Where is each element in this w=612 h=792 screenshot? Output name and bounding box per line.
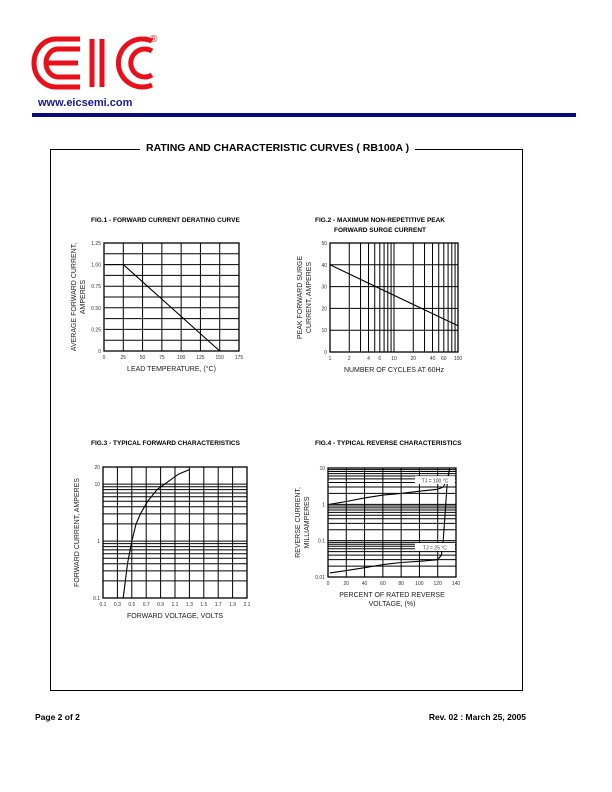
fig2-y-axis-label: CURRENT, AMPERES — [306, 261, 313, 334]
fig3-ytick-label: 10 — [94, 482, 100, 489]
fig4-title: FIG.4 - TYPICAL REVERSE CHARACTERISTICS — [315, 440, 462, 447]
fig4-y-axis-label: MILLIAMPERES — [304, 496, 311, 549]
fig1-xtick-label: 0 — [102, 355, 106, 361]
registered-mark: ® — [150, 34, 158, 45]
fig2-ytick-label: 0 — [324, 350, 327, 356]
fig2-ytick-label: 10 — [321, 328, 327, 335]
fig2-xtick-label: 2 — [347, 356, 351, 362]
fig2-ytick-label: 40 — [321, 262, 327, 269]
fig3-xtick-label: 0.5 — [128, 602, 136, 608]
fig3-x-axis-label: FORWARD VOLTAGE, VOLTS — [126, 613, 224, 620]
fig3-xtick-label: 1.5 — [200, 602, 208, 608]
fig2-xtick-label: 20 — [410, 356, 417, 362]
fig2-xtick-label: 60 — [441, 356, 447, 362]
fig4-xtick-label: 140 — [451, 581, 461, 587]
fig3-y-axis-label: FORWARD CURRENT, AMPERES — [74, 478, 81, 587]
fig1-ytick-label: 0.75 — [91, 284, 101, 291]
fig1-y-axis-label: AMPERES — [80, 279, 87, 315]
fig1-ytick-label: 0.25 — [91, 327, 101, 334]
fig1-xtick-label: 100 — [176, 355, 186, 361]
fig1-ytick-label: 1.00 — [91, 262, 101, 269]
fig1-xtick-label: 150 — [215, 355, 224, 361]
fig4-x-axis-label: VOLTAGE, (%) — [368, 601, 416, 608]
fig3-ytick-label: 20 — [94, 465, 100, 471]
fig4-xtick-label: 20 — [343, 581, 350, 587]
fig4-ytick-label: 0.01 — [315, 575, 325, 581]
fig2-xtick-label: 10 — [391, 356, 397, 362]
fig1-xtick-label: 50 — [139, 355, 146, 361]
fig2-ytick-label: 20 — [321, 306, 327, 313]
fig2-ytick-label: 50 — [321, 241, 327, 247]
fig1-xtick-label: 125 — [196, 355, 205, 361]
fig3-xtick-label: 1.7 — [214, 602, 222, 608]
fig4-xtick-label: 100 — [415, 581, 424, 587]
fig2-xtick-label: 1 — [328, 356, 332, 362]
fig3-xtick-label: 2.1 — [243, 602, 251, 608]
fig3-ytick-label: 1 — [97, 539, 100, 546]
fig3-xtick-label: 0.3 — [113, 602, 121, 608]
fig2-x-axis-label: NUMBER OF CYCLES AT 60Hz — [343, 367, 445, 374]
section-title: RATING AND CHARACTERISTIC CURVES ( RB100A ) — [140, 142, 415, 154]
fig1-xtick-label: 175 — [234, 355, 244, 361]
fig3-xtick-label: 1.1 — [171, 602, 179, 608]
fig1-xtick-label: 75 — [159, 355, 165, 361]
fig4-xtick-label: 0 — [326, 581, 330, 587]
fig3-series-line-1 — [123, 470, 189, 598]
fig2-xtick-label: 100 — [453, 356, 463, 362]
fig4-xtick-label: 120 — [433, 581, 442, 587]
fig1-ytick-label: 0.50 — [91, 305, 101, 312]
fig3-title: FIG.3 - TYPICAL FORWARD CHARACTERISTICS — [91, 440, 240, 447]
fig1-xtick-label: 25 — [120, 355, 127, 361]
fig3-xtick-label: 0.1 — [99, 602, 107, 608]
fig1-y-axis-label: AVERAGE FORWARD CURRENT, — [71, 242, 78, 352]
fig2-y-axis-label: PEAK FORWARD SURGE — [297, 255, 304, 340]
fig4-y-axis-label: REVERSE CURRENT, — [295, 487, 302, 558]
fig1-x-axis-label: LEAD TEMPERATURE, (°C) — [127, 366, 216, 373]
page-number: Page 2 of 2 — [35, 712, 80, 722]
fig2-xtick-label: 40 — [429, 356, 436, 362]
fig3-xtick-label: 1.9 — [229, 602, 237, 608]
revision-date: Rev. 02 : March 25, 2005 — [428, 712, 526, 722]
fig4-ytick-label: 1 — [322, 502, 325, 509]
fig3-xtick-label: 1.3 — [185, 602, 193, 608]
fig4-x-axis-label: PERCENT OF RATED REVERSE — [339, 592, 445, 599]
fig4-xtick-label: 60 — [380, 581, 386, 587]
fig4-annotation: TJ = 100 °C — [421, 478, 449, 485]
fig1-title: FIG.1 - FORWARD CURRENT DERATING CURVE — [91, 217, 240, 224]
fig1-ytick-label: 1.25 — [91, 241, 101, 247]
fig2-xtick-label: 4 — [367, 356, 370, 362]
fig3-xtick-label: 0.9 — [157, 602, 165, 608]
fig2-xtick-label: 6 — [378, 356, 382, 362]
fig3-ytick-label: 0.1 — [93, 596, 100, 602]
fig4-xtick-label: 40 — [361, 581, 368, 587]
fig4-annotation: TJ = 25 °C — [423, 545, 447, 552]
fig4-ytick-label: 10 — [319, 466, 325, 472]
fig3-xtick-label: 0.7 — [142, 602, 150, 608]
website-link[interactable]: www.eicsemi.com — [38, 97, 133, 109]
fig4-ytick-label: 0.1 — [318, 538, 325, 545]
fig4-xtick-label: 80 — [398, 581, 404, 587]
fig2-ytick-label: 30 — [321, 284, 327, 291]
fig2-title-line2: FORWARD SURGE CURRENT — [334, 227, 426, 234]
fig1-ytick-label: 0 — [98, 349, 101, 355]
fig2-title-line1: FIG.2 - MAXIMUM NON-REPETITIVE PEAK — [315, 217, 446, 224]
